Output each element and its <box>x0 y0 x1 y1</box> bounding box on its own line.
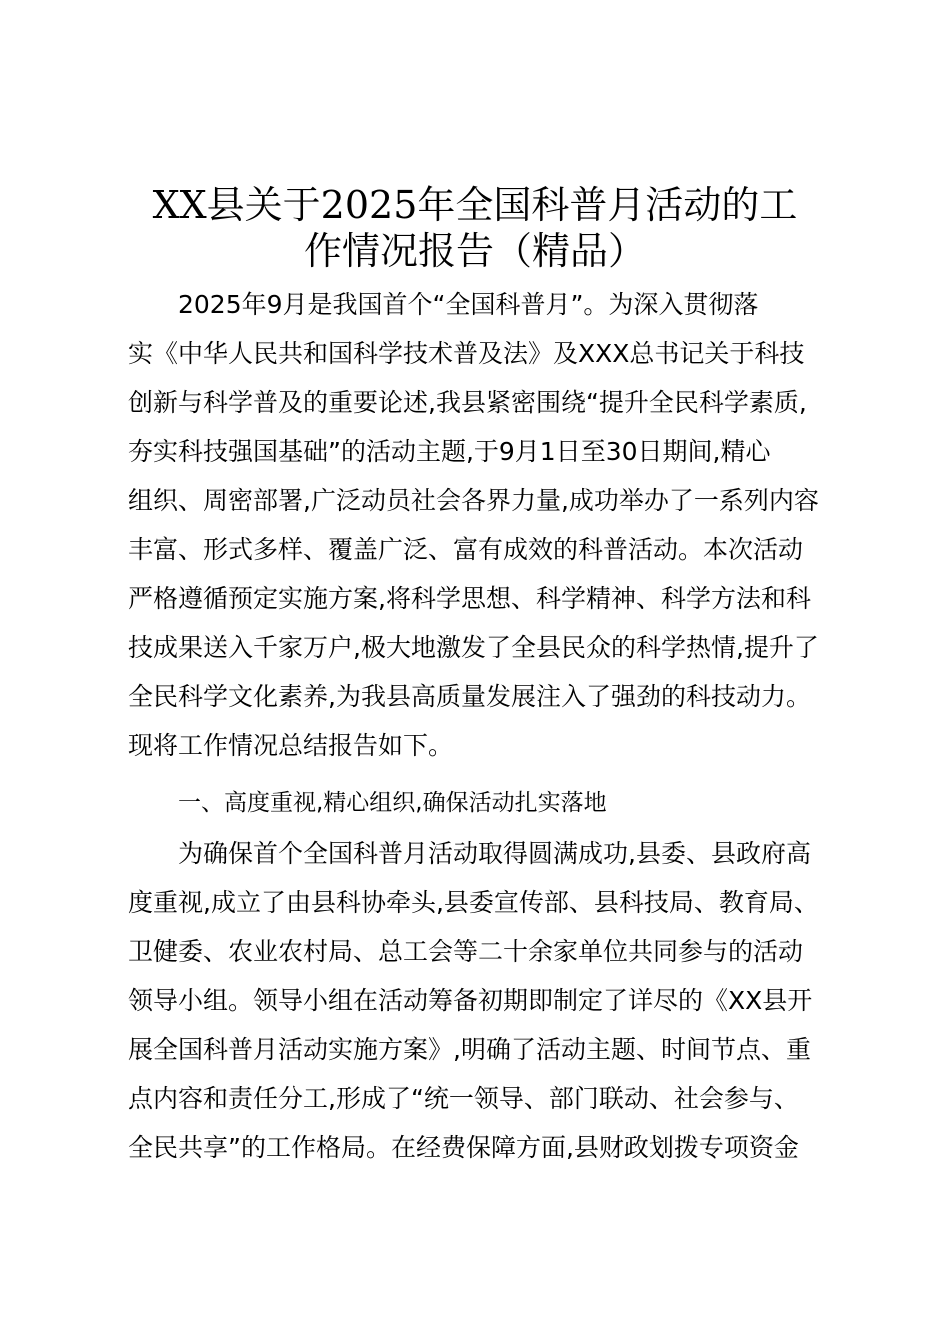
paragraph-line: 严格遵循预定实施方案,将科学思想、科学精神、科学方法和科 <box>128 584 811 613</box>
paragraph-line: 领导小组。领导小组在活动筹备初期即制定了详尽的《XX县开 <box>128 986 813 1015</box>
paragraph-line: 实《中华人民共和国科学技术普及法》及XXX总书记关于科技 <box>128 339 805 368</box>
paragraph-line: 展全国科普月活动实施方案》,明确了活动主题、时间节点、重 <box>128 1035 811 1064</box>
paragraph-line: 为确保首个全国科普月活动取得圆满成功,县委、县政府高 <box>178 839 811 868</box>
paragraph-line: 创新与科学普及的重要论述,我县紧密围绕“提升全民科学素质, <box>128 388 807 417</box>
paragraph-intro <box>128 280 848 770</box>
title-line: 作情况报告（精品） <box>303 229 646 273</box>
paragraph-line: 卫健委、农业农村局、总工会等二十余家单位共同参与的活动 <box>128 937 804 966</box>
paragraph-line: 技成果送入千家万户,极大地激发了全县民众的科学热情,提升了 <box>128 633 819 662</box>
section-heading-1 <box>128 776 848 831</box>
paragraph-line: 丰富、形式多样、覆盖广泛、富有成效的科普活动。本次活动 <box>128 535 804 564</box>
paragraph-line: 点内容和责任分工,形成了“统一领导、部门联动、社会参与、 <box>128 1084 799 1113</box>
paragraph-line: 2025年9月是我国首个“全国科普月”。为深入贯彻落 <box>178 290 759 319</box>
paragraph-section-1 <box>128 829 848 1172</box>
section-heading: 一、高度重视,精心组织,确保活动扎实落地 <box>178 790 607 816</box>
paragraph-line: 全民共享”的工作格局。在经费保障方面,县财政划拨专项资金 <box>128 1133 799 1162</box>
paragraph-line: 现将工作情况总结报告如下。 <box>128 731 454 760</box>
paragraph-line: 度重视,成立了由县科协牵头,县委宣传部、县科技局、教育局、 <box>128 888 819 917</box>
paragraph-line: 全民科学文化素养,为我县高质量发展注入了强劲的科技动力。 <box>128 682 811 711</box>
title-line: XX县关于2025年全国科普月活动的工 <box>152 183 798 227</box>
paragraph-line: 夯实科技强国基础”的活动主题,于9月1日至30日期间,精心 <box>128 437 771 466</box>
document-title <box>120 182 830 274</box>
paragraph-line: 组织、周密部署,广泛动员社会各界力量,成功举办了一系列内容 <box>128 486 819 515</box>
